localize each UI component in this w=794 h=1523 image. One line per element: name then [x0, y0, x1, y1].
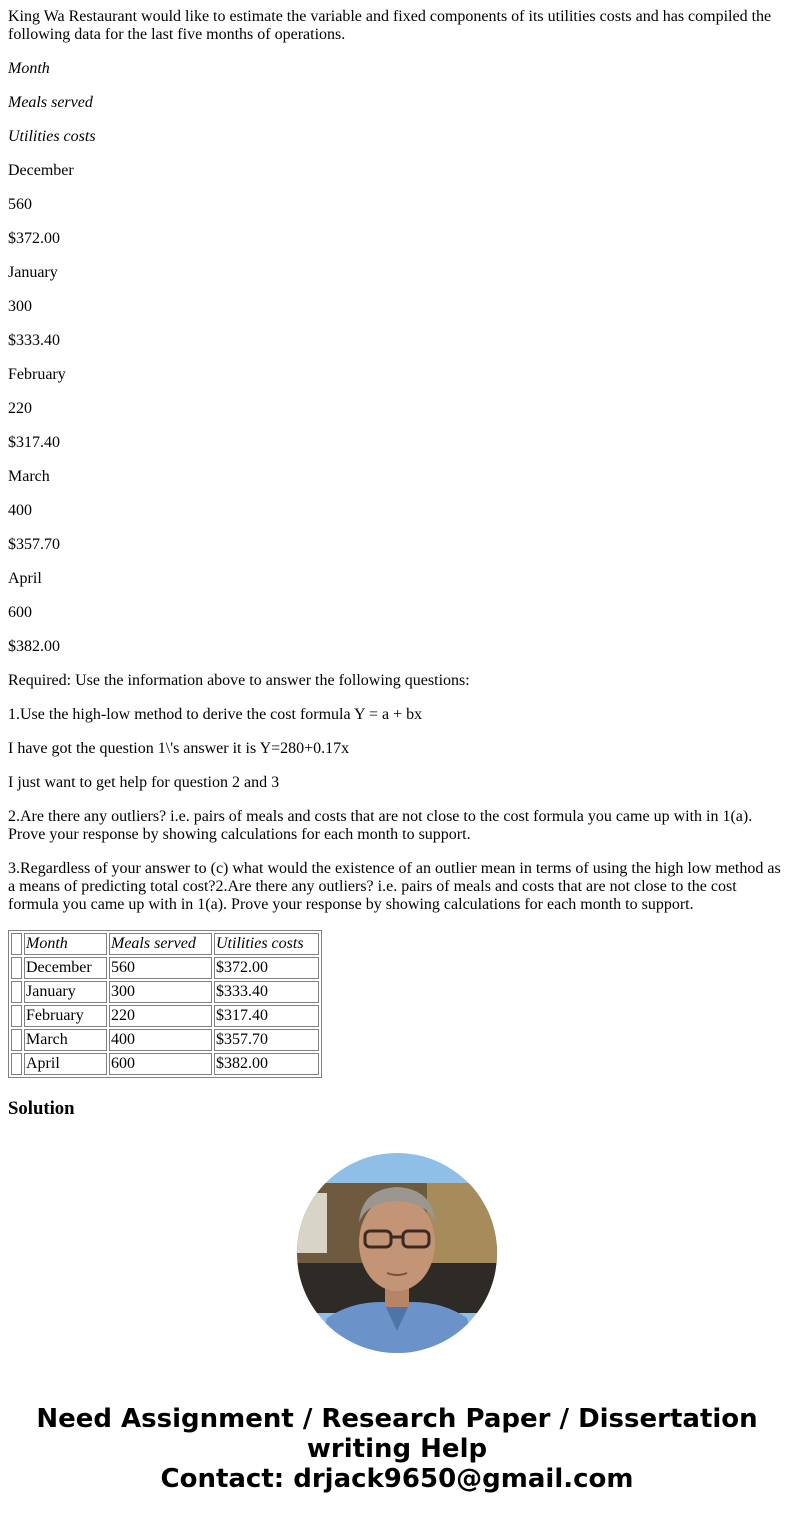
required-paragraph: Required: Use the information above to answer the following questions: [8, 672, 470, 689]
row-march-cost: $357.70 [8, 536, 60, 553]
promo-line-1: Need Assignment / Research Paper / Dissertation [36, 1404, 758, 1434]
table-cell-cost: $317.40 [214, 1005, 319, 1027]
tutor-avatar [297, 1153, 497, 1353]
table-cell-month: January [24, 981, 107, 1003]
table-header-meals: Meals served [109, 933, 212, 955]
table-cell-month: February [24, 1005, 107, 1027]
question-3: 3.Regardless of your answer to (c) what would the existence of an outlier mean in terms of using the high low method as a means of predicting total cost?2.Are there any outliers? i.e. pairs of meals and costs that are not close to the cost formula you came up with in 1(a). Prove your response by showing calculations for each month to support. [8, 860, 781, 913]
cost-data-table [8, 930, 322, 1078]
table-cell-cost: $372.00 [214, 957, 319, 979]
row-january-cost: $333.40 [8, 332, 60, 349]
table-row [11, 1029, 319, 1051]
table-cell-meals: 600 [109, 1053, 212, 1075]
row-january-month: January [8, 264, 58, 281]
table-row [11, 1005, 319, 1027]
table-cell-meals: 400 [109, 1029, 212, 1051]
tutor-portrait-image [297, 1153, 497, 1353]
table-header-costs: Utilities costs [214, 933, 319, 955]
question-1: 1.Use the high-low method to derive the cost formula Y = a + bx [8, 706, 423, 723]
promo-banner [0, 1404, 794, 1494]
table-cell-blank [11, 1005, 22, 1027]
table-cell-cost: $357.70 [214, 1029, 319, 1051]
promo-line-2: writing Help [306, 1434, 488, 1464]
table-cell-blank [11, 1029, 22, 1051]
table-cell-month: April [24, 1053, 107, 1075]
table-cell-blank [11, 957, 22, 979]
table-cell-meals: 300 [109, 981, 212, 1003]
row-april-meals: 600 [8, 604, 32, 621]
table-cell-month: December [24, 957, 107, 979]
table-cell-cost: $382.00 [214, 1053, 319, 1075]
note-answer-1: I have got the question 1\'s answer it is Y=280+0.17x [8, 740, 350, 757]
table-cell-blank [11, 933, 22, 955]
table-cell-blank [11, 1053, 22, 1075]
solution-heading: Solution [8, 1098, 75, 1119]
table-row [11, 1053, 319, 1075]
table-header-month: Month [24, 933, 107, 955]
header-meals-served: Meals served [8, 94, 93, 111]
row-march-meals: 400 [8, 502, 32, 519]
table-cell-meals: 560 [109, 957, 212, 979]
row-february-meals: 220 [8, 400, 32, 417]
row-january-meals: 300 [8, 298, 32, 315]
table-cell-blank [11, 981, 22, 1003]
row-april-month: April [8, 570, 42, 587]
table-cell-meals: 220 [109, 1005, 212, 1027]
row-february-month: February [8, 366, 66, 383]
header-utilities-costs: Utilities costs [8, 128, 96, 145]
table-cell-month: March [24, 1029, 107, 1051]
row-december-meals: 560 [8, 196, 32, 213]
row-december-cost: $372.00 [8, 230, 60, 247]
intro-paragraph: King Wa Restaurant would like to estimate the variable and fixed components of its utilities costs and has compiled the following data for the last five months of operations. [8, 8, 772, 43]
row-february-cost: $317.40 [8, 434, 60, 451]
table-row [11, 957, 319, 979]
header-month: Month [8, 60, 50, 77]
table-header-row [11, 933, 319, 955]
table-cell-cost: $333.40 [214, 981, 319, 1003]
row-december-month: December [8, 162, 74, 179]
table-row [11, 981, 319, 1003]
row-march-month: March [8, 468, 50, 485]
note-help-request: I just want to get help for question 2 and 3 [8, 774, 280, 791]
question-2: 2.Are there any outliers? i.e. pairs of meals and costs that are not close to the cost formula you came up with in 1(a). Prove your response by showing calculations for each month to support. [8, 808, 753, 843]
promo-contact: Contact: drjack9650@gmail.com [160, 1464, 634, 1494]
row-april-cost: $382.00 [8, 638, 60, 655]
